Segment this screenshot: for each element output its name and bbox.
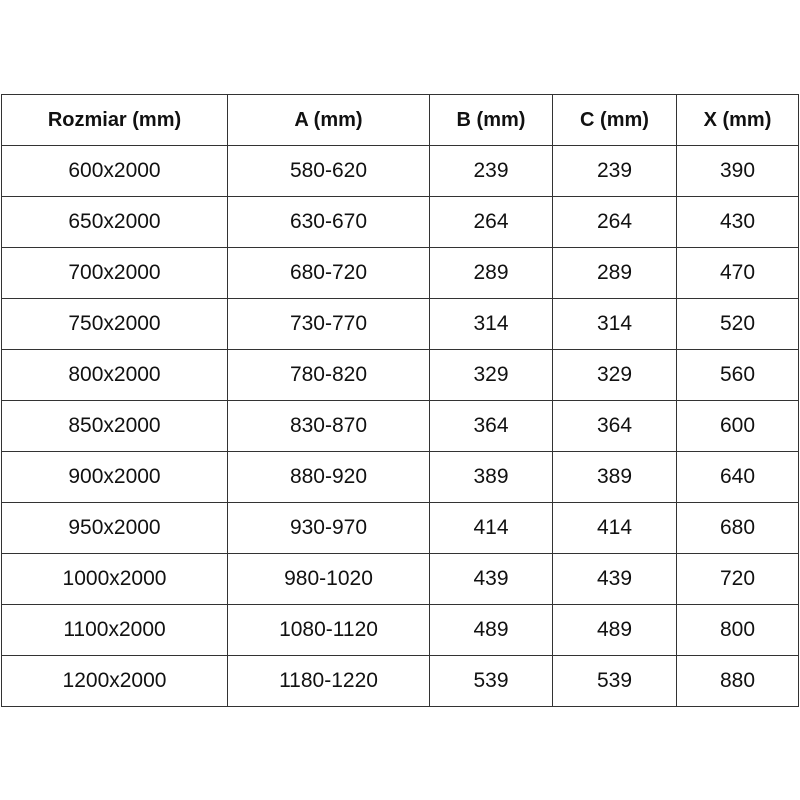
cell-size: 1100x2000 [2,605,228,656]
column-header-size: Rozmiar (mm) [2,95,228,146]
cell-x: 720 [677,554,799,605]
cell-b: 364 [430,401,553,452]
cell-b: 539 [430,656,553,707]
cell-size: 950x2000 [2,503,228,554]
cell-c: 329 [553,350,677,401]
cell-size: 800x2000 [2,350,228,401]
table-row [2,146,799,197]
cell-b: 289 [430,248,553,299]
cell-x: 680 [677,503,799,554]
cell-b: 264 [430,197,553,248]
cell-size: 1000x2000 [2,554,228,605]
cell-c: 389 [553,452,677,503]
table-row [2,248,799,299]
cell-a: 580-620 [228,146,430,197]
cell-a: 930-970 [228,503,430,554]
cell-a: 830-870 [228,401,430,452]
column-header-a: A (mm) [228,95,430,146]
cell-x: 520 [677,299,799,350]
cell-size: 900x2000 [2,452,228,503]
cell-b: 314 [430,299,553,350]
cell-size: 1200x2000 [2,656,228,707]
cell-c: 439 [553,554,677,605]
cell-b: 414 [430,503,553,554]
cell-a: 980-1020 [228,554,430,605]
cell-c: 364 [553,401,677,452]
size-table [1,94,799,707]
cell-x: 880 [677,656,799,707]
cell-a: 1180-1220 [228,656,430,707]
column-header-b: B (mm) [430,95,553,146]
column-header-x: X (mm) [677,95,799,146]
cell-x: 640 [677,452,799,503]
cell-a: 630-670 [228,197,430,248]
cell-x: 390 [677,146,799,197]
table-row [2,605,799,656]
table-row [2,503,799,554]
cell-x: 600 [677,401,799,452]
cell-c: 264 [553,197,677,248]
cell-c: 414 [553,503,677,554]
cell-a: 880-920 [228,452,430,503]
cell-x: 470 [677,248,799,299]
cell-size: 650x2000 [2,197,228,248]
cell-size: 850x2000 [2,401,228,452]
cell-size: 600x2000 [2,146,228,197]
table-header-row [2,95,799,146]
column-header-c: C (mm) [553,95,677,146]
cell-x: 800 [677,605,799,656]
table-row [2,452,799,503]
cell-b: 439 [430,554,553,605]
cell-a: 780-820 [228,350,430,401]
cell-b: 389 [430,452,553,503]
table-row [2,350,799,401]
cell-c: 239 [553,146,677,197]
cell-a: 1080-1120 [228,605,430,656]
cell-x: 560 [677,350,799,401]
cell-size: 700x2000 [2,248,228,299]
table-row [2,197,799,248]
cell-a: 730-770 [228,299,430,350]
cell-c: 539 [553,656,677,707]
cell-b: 239 [430,146,553,197]
cell-c: 489 [553,605,677,656]
cell-c: 314 [553,299,677,350]
cell-x: 430 [677,197,799,248]
table-row [2,554,799,605]
cell-size: 750x2000 [2,299,228,350]
table-row [2,299,799,350]
cell-b: 329 [430,350,553,401]
table-row [2,401,799,452]
cell-b: 489 [430,605,553,656]
cell-c: 289 [553,248,677,299]
cell-a: 680-720 [228,248,430,299]
table-row [2,656,799,707]
